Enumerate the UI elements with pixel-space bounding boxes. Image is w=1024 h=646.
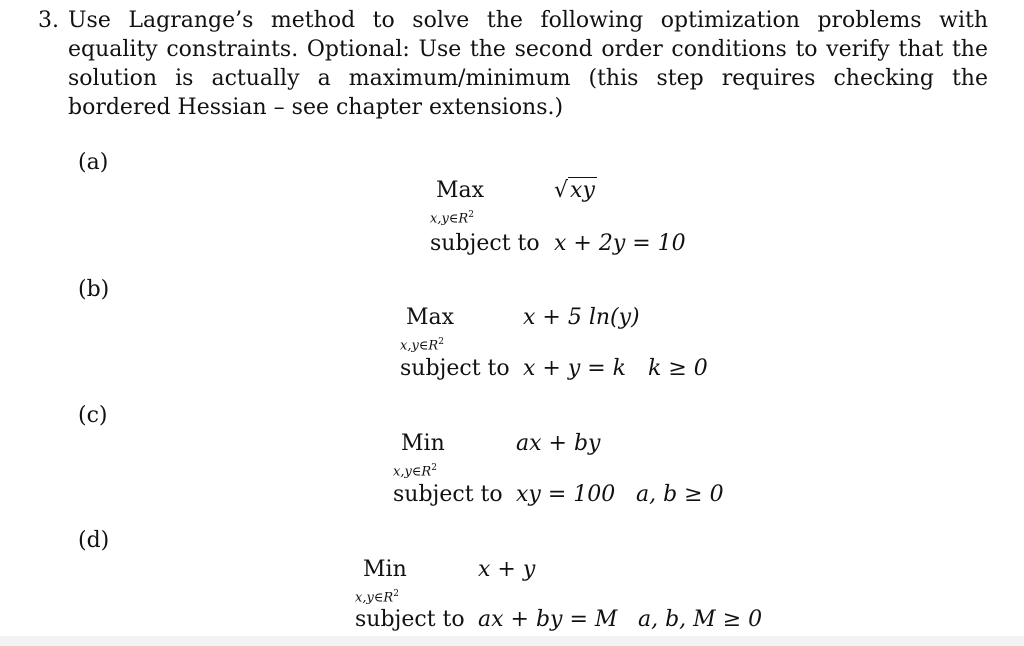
part-c-label: (c)	[78, 403, 108, 428]
part-d-subject-to: subject to	[355, 607, 465, 632]
part-b-label: (b)	[78, 277, 110, 302]
part-c-subject-to: subject to	[393, 482, 503, 507]
part-a-domain: $x,y\in R^2$	[430, 210, 474, 227]
part-c-condition: a, b ≥ 0	[636, 482, 724, 507]
part-d-constraint: ax + by = M	[478, 607, 618, 632]
part-c-constraint: xy = 100	[516, 482, 616, 507]
part-c-domain: $x,y\in R^2$	[393, 463, 437, 480]
part-b-condition: k ≥ 0	[648, 356, 708, 381]
part-a-operator: Max	[436, 178, 485, 203]
part-b-operator: Max	[406, 305, 455, 330]
part-b-subject-to: subject to	[400, 356, 510, 381]
part-b-domain: $x,y\in R^2$	[400, 337, 444, 354]
part-c-operator: Min	[401, 431, 445, 456]
part-d-condition: a, b, M ≥ 0	[638, 607, 763, 632]
part-a-label: (a)	[78, 150, 109, 175]
part-d-objective: x + y	[478, 557, 536, 582]
part-d-label: (d)	[78, 528, 110, 553]
problem-text: Use Lagrange’s method to solve the following optimization problems with equality constraints. Optional: Use the second order conditions to verify that the solution is actually a maximum/minimum (this step requires checking the bordered Hessian – see chapter extensions.)	[68, 8, 988, 120]
part-a-constraint: x + 2y = 10	[554, 231, 686, 256]
part-d-domain: $x,y\in R^2$	[355, 589, 399, 606]
part-c-objective: ax + by	[516, 431, 601, 456]
part-a-objective: √xy	[554, 178, 595, 203]
part-b-constraint: x + y = k	[523, 356, 627, 381]
bottom-strip	[0, 636, 1024, 646]
part-d-operator: Min	[363, 557, 407, 582]
part-a-subject-to: subject to	[430, 231, 540, 256]
part-b-objective: x + 5 ln(y)	[523, 305, 640, 330]
problem-number: 3.	[38, 8, 59, 33]
problem-statement	[38, 6, 988, 122]
